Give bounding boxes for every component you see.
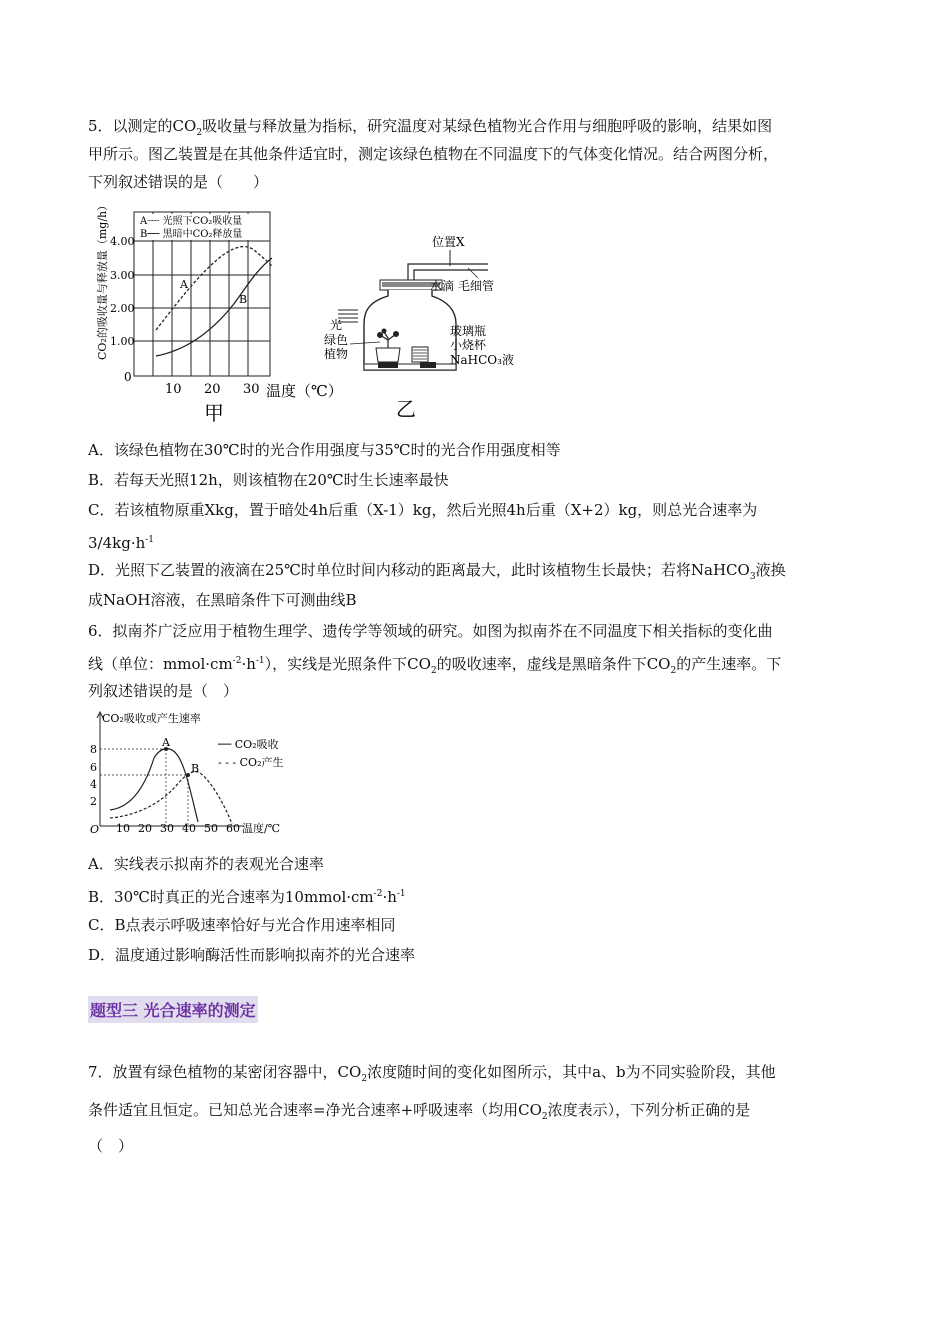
jia-ylabel: CO₂的吸收量与释放量（mg/h） bbox=[96, 199, 109, 360]
q6-option-b: B．30℃时真正的光合速率为$10mmol\cdot cm^{-2}\cdot h^{-1}$ bbox=[88, 888, 406, 906]
jia-label-b: B bbox=[239, 293, 248, 306]
jia-ytick-3: 3.00 bbox=[110, 269, 135, 282]
q6-xtick-60: 60 bbox=[226, 822, 240, 835]
q6-option-a: A．实线表示拟南芥的表观光合速率 bbox=[88, 855, 324, 873]
yi-pos-x: 位置X bbox=[432, 235, 465, 249]
yi-cup-label: 小烧杯 bbox=[450, 338, 487, 352]
q6-point-b: B bbox=[191, 762, 200, 775]
jia-curve-a bbox=[156, 247, 272, 330]
q6-xlabel: 温度/℃ bbox=[242, 822, 281, 835]
q6-legend-dashed: - - - CO₂产生 bbox=[218, 756, 284, 769]
q6-point-a: A bbox=[162, 736, 170, 749]
section-heading: 题型三 光合速率的测定 bbox=[88, 996, 258, 1023]
jia-label-a: A bbox=[180, 278, 188, 291]
q7-stem-line2: 条件适宜且恒定。已知总光合速率=净光合速率+呼吸速率（均用$CO_2$浓度表示），下列分析正确的是 bbox=[88, 1101, 751, 1122]
q6-xtick-20: 20 bbox=[138, 822, 152, 835]
yi-caption: 乙 bbox=[396, 397, 416, 421]
q5-option-b: B．若每天光照12h，则该植物在20℃时生长速率最快 bbox=[88, 471, 449, 489]
q5-option-a: A．该绿色植物在30℃时的光合作用强度与35℃时的光合作用强度相等 bbox=[88, 441, 561, 459]
q6-xtick-50: 50 bbox=[204, 822, 218, 835]
q6-option-d: D．温度通过影响酶活性而影响拟南芥的光合速率 bbox=[88, 946, 416, 964]
q6-option-c: C．B点表示呼吸速率恰好与光合作用速率相同 bbox=[88, 916, 396, 934]
q5-option-c-line1: C．若该植物原重Xkg，置于暗处4h后重（X-1）kg，然后光照4h后重（X+2）kg，则总光合速率为 bbox=[88, 501, 758, 519]
jia-ytick-2: 2.00 bbox=[110, 302, 135, 315]
q6-xtick-30: 30 bbox=[160, 822, 174, 835]
q6-ytick-8: 8 bbox=[90, 743, 97, 756]
q6-ytick-4: 4 bbox=[90, 778, 97, 791]
q6-ytick-6: 6 bbox=[90, 761, 97, 774]
q6-xtick-40: 40 bbox=[182, 822, 196, 835]
yi-capillary: 毛细管 bbox=[458, 279, 495, 293]
q6-solid-curve bbox=[110, 749, 198, 822]
yi-bottle-label: 玻璃瓶 bbox=[450, 324, 487, 338]
yi-plant-1: 绿色 bbox=[324, 333, 349, 347]
q5-stem-line2: 甲所示。图乙装置是在其他条件适宜时，测定该绿色植物在不同温度下的气体变化情况。结合两图分析， bbox=[88, 145, 779, 163]
q6-ytick-2: 2 bbox=[90, 795, 97, 808]
q5-stem-line3: 下列叙述错误的是（ ） bbox=[88, 173, 269, 191]
q5-option-d-line2: 成NaOH溶液，在黑暗条件下可测曲线B bbox=[88, 591, 357, 609]
jia-xtick-30: 30 bbox=[243, 382, 260, 397]
yi-nahco3-label: NaHCO₃液 bbox=[450, 353, 514, 367]
q6-legend-solid: ── CO₂吸收 bbox=[218, 738, 279, 751]
jia-ytick-0: 0 bbox=[124, 370, 132, 384]
q5-figure-yi bbox=[318, 232, 538, 422]
q5-stem-line1: 5．以测定的$CO_2$吸收量与释放量为指标，研究温度对某绿色植物光合作用与细胞呼吸的影响，结果如图 bbox=[88, 117, 773, 138]
q6-stem-line1: 6．拟南芥广泛应用于植物生理学、遗传学等领域的研究。如图为拟南芥在不同温度下相关指标的变化曲 bbox=[88, 622, 773, 640]
jia-ytick-1: 1.00 bbox=[110, 335, 135, 348]
q6-dashed-curve bbox=[110, 772, 232, 824]
jia-xlabel: 温度（℃） bbox=[266, 382, 343, 400]
jia-ytick-4: 4.00 bbox=[110, 235, 135, 248]
q7-stem-line1: 7．放置有绿色植物的某密闭容器中，$CO_2$浓度随时间的变化如图所示，其中a、b为不同实验阶段，其他 bbox=[88, 1063, 776, 1084]
jia-caption: 甲 bbox=[204, 401, 224, 425]
yi-light: 光 bbox=[330, 318, 343, 332]
q6-chart bbox=[88, 708, 308, 838]
yi-plant-2: 植物 bbox=[324, 347, 349, 361]
jia-legend-a: A┈┈ 光照下CO₂吸收量 bbox=[140, 216, 243, 227]
q6-origin: O bbox=[90, 823, 100, 836]
q5-option-d-line1: D．光照下乙装置的液滴在25℃时单位时间内移动的距离最大，此时该植物生长最快；若将NaHCO$_3$液换 bbox=[88, 561, 786, 582]
yi-water-drop: 水滴 bbox=[430, 279, 455, 293]
q6-xtick-10: 10 bbox=[116, 822, 130, 835]
jia-legend-b: B── 黑暗中CO₂释放量 bbox=[140, 229, 243, 240]
jia-xtick-10: 10 bbox=[165, 382, 182, 397]
q6-ylabel: CO₂吸收或产生速率 bbox=[102, 712, 201, 725]
q5-option-c-line2: $3/4kg\cdot h^{-1}$ bbox=[88, 534, 155, 552]
jia-xtick-20: 20 bbox=[204, 382, 221, 397]
q6-stem-line2: 线（单位：$mmol\cdot cm^{-2}\cdot h^{-1}$），实线是光照条件下$CO_2$的吸收速率，虚线是黑暗条件下$CO_2$的产生速率。下 bbox=[88, 655, 782, 676]
q6-stem-line3: 列叙述错误的是（ ） bbox=[88, 682, 239, 700]
q7-stem-line3: （ ） bbox=[88, 1137, 134, 1155]
